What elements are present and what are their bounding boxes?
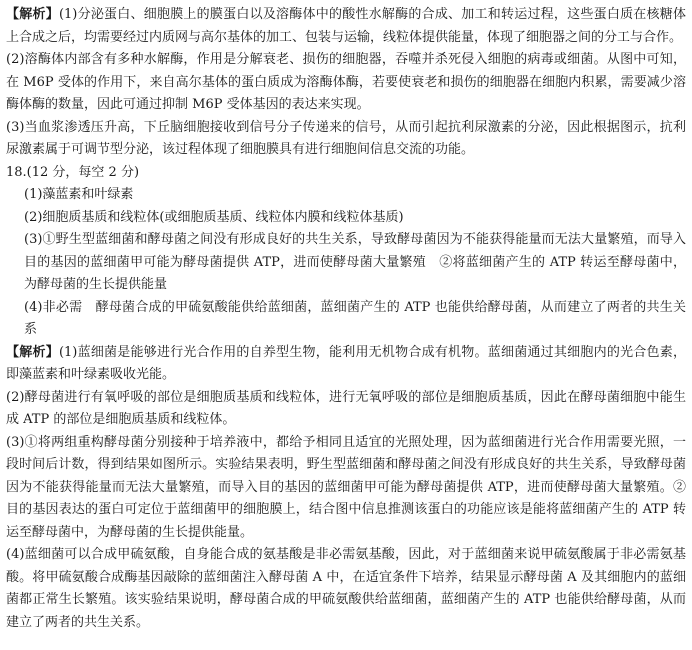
analysis-tag: 【解析】 [6,7,59,22]
explanation-2-para-1 [6,342,686,387]
answer-18-4: (4)非必需 酵母菌合成的甲硫氨酸能供给蓝细菌，蓝细菌产生的 ATP 也能供给酵母菌，从而建立了两者的共生关系 [24,299,686,337]
explanation-1-text-1: (1)分泌蛋白、细胞膜上的膜蛋白以及溶酶体中的酸性水解酶的合成、加工和转运过程，这些蛋白质在核糖体上合成之后，均需要经过内质网与高尔基体的加工、包装与运输，线粒体提供能量，体现了细胞器之间的分工与合作。 [6,7,686,45]
question-18-header: 18.(12 分，每空 2 分) [6,164,140,180]
explanation-1-para-3: (3)当血浆渗透压升高，下丘脑细胞接收到信号分子传递来的信号，从而引起抗利尿激素的分泌，因此根据图示，抗利尿激素属于可调节型分泌，该过程体现了细胞膜具有进行细胞间信息交流的功能。 [6,119,686,157]
explanation-1-para-2: (2)溶酶体内部含有多种水解酶，作用是分解衰老、损伤的细胞器，吞噬并杀死侵入细胞的病毒或细菌。从图中可知，在 M6P 受体的作用下，来自高尔基体的蛋白质成为溶酶体酶，若要使衰老和损伤的细胞器在细胞内积累，需要减少溶酶体酶的数量，因此可通过抑制 M6P 受体基因的表达来实现。 [6,52,686,112]
answer-18-1: (1)藻蓝素和叶绿素 [24,187,134,202]
answer-18-2: (2)细胞质基质和线粒体(或细胞质基质、线粒体内膜和线粒体基质) [24,209,404,225]
answer-18-3: (3)①野生型蓝细菌和酵母菌之间没有形成良好的共生关系，导致酵母菌因为不能获得能量而无法大量繁殖，而导入目的基因的蓝细菌甲可能为酵母菌提供 ATP，进而使酵母菌大量繁殖 ②将蓝细菌产生的 ATP 转运至酵母菌中，为酵母菌的生长提供能量 [24,232,686,292]
explanation-2-para-3: (3)①将两组重构酵母菌分别接种于培养液中，都给予相同且适宜的光照处理，因为蓝细菌进行光合作用需要光照，一段时间后计数，得到结果如图所示。实验结果表明，野生型蓝细菌和酵母菌之间没有形成良好的共生关系，导致酵母菌因为不能获得能量而无法大量繁殖，而导入目的基因的蓝细菌甲可能为酵母菌提供 ATP，进而使酵母菌大量繁殖。②目的基因表达的蛋白可定位于蓝细菌甲的细胞膜上，结合图中信息推测该蛋白的功能应该是能将蓝细菌产生的 ATP 转运至酵母菌中，为酵母菌的生长提供能量。 [6,434,686,540]
explanation-2-para-2: (2)酵母菌进行有氧呼吸的部位是细胞质基质和线粒体，进行无氧呼吸的部位是细胞质基质，因此在酵母菌细胞中能生成 ATP 的部位是细胞质基质和线粒体。 [6,389,686,427]
analysis-tag-2: 【解析】 [6,344,59,360]
explanation-2-text-1: (1)蓝细菌是能够进行光合作用的自养型生物，能利用无机物合成有机物。蓝细菌通过其细胞内的光合色素，即藻蓝素和叶绿素吸收光能。 [6,344,686,382]
explanation-2-para-4: (4)蓝细菌可以合成甲硫氨酸，自身能合成的氨基酸是非必需氨基酸，因此，对于蓝细菌来说甲硫氨酸属于非必需氨基酸。将甲硫氨酸合成酶基因敲除的蓝细菌注入酵母菌 A 中，在适宜条件下培养，结果显示酵母菌 A 及其细胞内的蓝细菌都正常生长繁殖。该实验结果说明，酵母菌合成的甲硫氨酸供给蓝细菌，蓝细菌产生的 ATP 也能供给酵母菌，从而建立了两者的共生关系。 [6,547,686,630]
explanation-1-para-1 [6,4,686,49]
